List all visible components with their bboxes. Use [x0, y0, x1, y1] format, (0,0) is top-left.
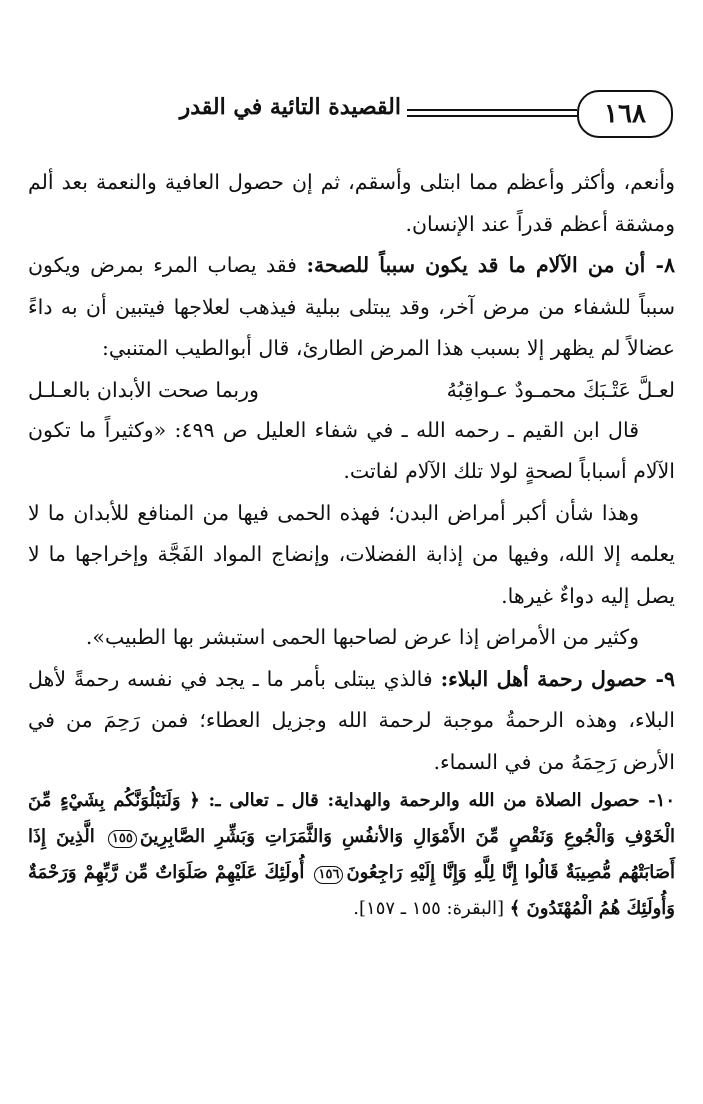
ayah-number-156: ١٥٦	[314, 866, 343, 884]
quran-verse-155: قال ـ تعالى ـ: ﴿ وَلَنَبْلُوَنَّكُم بِشَيْءٍ مِّنَ الْخَوْفِ وَالْجُوعِ وَنَقْصٍ مِّنَ الأَمْوَالِ وَالأنفُسِ وَالثَّمَرَاتِ وَبَشِّرِ الصَّابِرِينَ	[28, 790, 675, 847]
paragraph-point-9	[28, 659, 675, 784]
paragraph-fever: وهذا شأن أكبر أمراض البدن؛ فهذه الحمى فيها من المنافع للأبدان ما لا يعلمه إلا الله، وفيها من إذابة الفضلات، وإنضاج المواد الفَجَّة وإخراجها ما لا يصل إليه دواءٌ غيرها.	[28, 500, 675, 608]
paragraph-point-10	[28, 783, 675, 927]
header-rule-bottom	[407, 115, 577, 117]
page-body	[28, 162, 675, 927]
page-number: ١٦٨	[577, 90, 673, 138]
paragraph-point-8	[28, 245, 675, 370]
poetry-verse	[28, 370, 675, 410]
quran-verse-157: أُولَئِكَ عَلَيْهِمْ صَلَوَاتٌ مِّن رَّبِّهِمْ وَرَحْمَةٌ وَأُولَئِكَ هُمُ الْمُهْتَدُونَ ﴾	[28, 862, 675, 919]
heading-point-8: ٨- أن من الآلام ما قد يكون سبباً للصحة:	[306, 253, 675, 277]
paragraph-ibn-qayyim: قال ابن القيم ـ رحمه الله ـ في شفاء العليل ص ٤٩٩: «وكثيراً ما تكون الآلام أسباباً لصحةٍ لولا تلك الآلام لفاتت.	[28, 417, 675, 483]
surah-reference: [البقرة: ١٥٥ ـ ١٥٧].	[353, 898, 510, 919]
verse-second-hemistich: وربما صحت الأبدان بالعـلـل	[28, 377, 259, 402]
quran-verse-156: الَّذِينَ إِذَا أَصَابَتْهُم مُّصِيبَةٌ قَالُوا إِنَّا لِلَّهِ وَإِنَّا إِلَيْهِ رَاجِعُونَ	[28, 826, 675, 883]
ayah-number-155: ١٥٥	[108, 830, 137, 848]
heading-point-10: ١٠- حصول الصلاة من الله والرحمة والهداية:	[327, 790, 675, 811]
book-title: القصيدة التائية في القدر	[179, 94, 401, 120]
point-8-text: فقد يصاب المرء بمرض ويكون سبباً للشفاء من مرض آخر، وقد يبتلى ببلية فيذهب لعلاجها فيتبين أن به داءً عضالاً لم يظهر إلا بسبب هذا المرض الطارئ، قال أبوالطيب المتنبي:	[28, 253, 675, 360]
paragraph-physician: وكثير من الأمراض إذا عرض لصاحبها الحمى استبشر بها الطبيب».	[85, 625, 639, 649]
heading-point-9: ٩- حصول رحمة أهل البلاء:	[440, 666, 675, 691]
verse-first-hemistich: لعـلَّ عَتْـبَكَ محمـودٌ عـواقِبُهُ	[446, 377, 675, 402]
paragraph-1: وأنعم، وأكثر وأعظم مما ابتلى وأسقم، ثم إن حصول العافية والنعمة بعد ألم ومشقة أعظم قدراً عند الإنسان.	[28, 170, 675, 236]
header-rule-top	[407, 109, 577, 111]
point-9-text: فالذي يبتلى بأمر ما ـ يجد في نفسه رحمةً لأهل البلاء، وهذه الرحمةُ موجبة لرحمة الله وجزيل العطاء؛ فمن رَحِمَ من في الأرض رَحِمَهُ من في السماء.	[28, 666, 675, 774]
page-header	[30, 90, 673, 140]
